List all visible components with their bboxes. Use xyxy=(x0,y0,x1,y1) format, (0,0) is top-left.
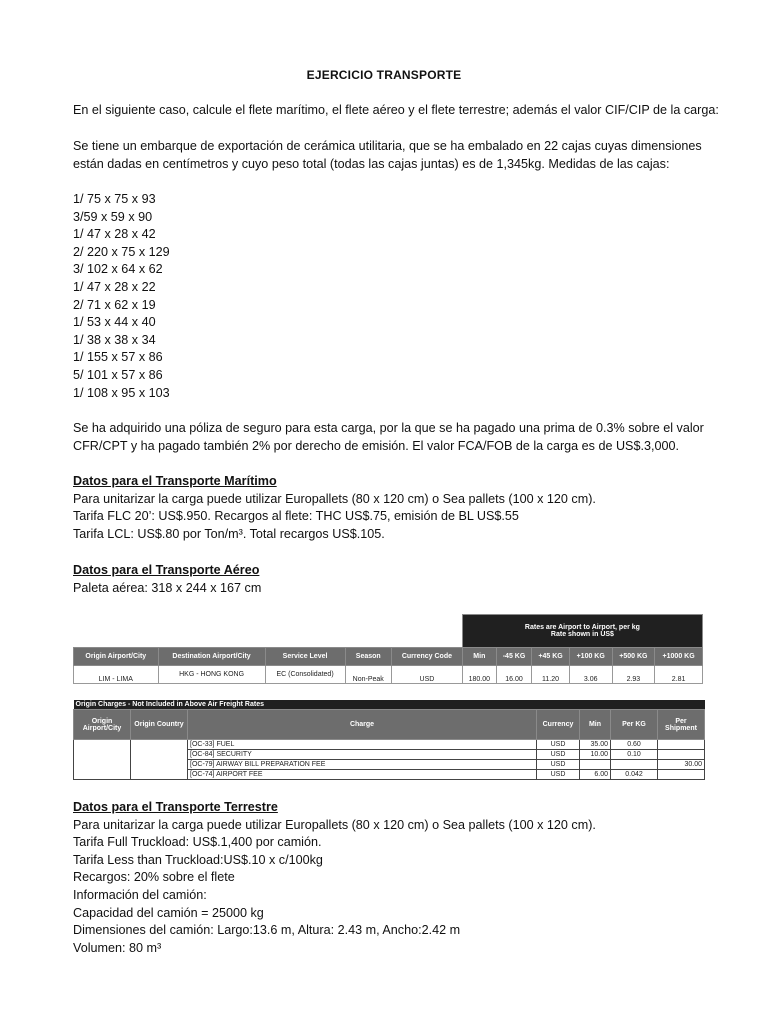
air-rates-table xyxy=(73,614,703,684)
land-line: Tarifa Less than Truckload:US$.10 x c/100kg xyxy=(73,852,323,867)
column-header: Origin Airport/City xyxy=(74,710,131,740)
box-dimension-item: 1/ 53 x 44 x 40 xyxy=(73,315,156,330)
table-cell: 3.06 xyxy=(569,666,612,684)
table-cell: 180.00 xyxy=(462,666,496,684)
maritime-line: Para unitarizar la carga puede utilizar Europallets (80 x 120 cm) o Sea pallets (100 x 120 cm). xyxy=(73,491,596,506)
air-rates-title-row xyxy=(74,615,703,648)
table-cell: LIM - LIMA xyxy=(74,666,159,684)
per-shipment-cell xyxy=(658,750,705,760)
box-dimension-item: 1/ 47 x 28 x 22 xyxy=(73,279,156,294)
column-header: Origin Country xyxy=(131,710,188,740)
column-header: Per KG xyxy=(611,710,658,740)
currency-cell: USD xyxy=(537,750,580,760)
box-dimension-item: 1/ 47 x 28 x 42 xyxy=(73,227,156,242)
charge-cell: [OC-84] SECURITY xyxy=(188,750,537,760)
currency-cell: USD xyxy=(537,760,580,770)
box-dimension-item: 1/ 38 x 38 x 34 xyxy=(73,332,156,347)
intro-paragraph xyxy=(73,102,733,120)
column-header: +45 KG xyxy=(532,648,570,666)
min-cell: 10.00 xyxy=(580,750,611,760)
land-heading: Datos para el Transporte Terrestre xyxy=(73,800,278,814)
case-paragraph xyxy=(73,138,733,173)
per-kg-cell: 0.60 xyxy=(611,740,658,750)
table-cell: 16.00 xyxy=(496,666,531,684)
charge-cell: [OC-33] FUEL xyxy=(188,740,537,750)
land-line: Para unitarizar la carga puede utilizar Europallets (80 x 120 cm) o Sea pallets (100 x 120 cm). xyxy=(73,817,596,832)
min-cell: 6.00 xyxy=(580,770,611,780)
column-header: Currency Code xyxy=(391,648,462,666)
origin-charges-caption-row xyxy=(74,700,705,710)
air-heading: Datos para el Transporte Aéreo xyxy=(73,563,260,577)
land-section xyxy=(73,799,733,957)
table-cell: 2.93 xyxy=(612,666,655,684)
currency-cell: USD xyxy=(537,770,580,780)
per-kg-cell: 0.042 xyxy=(611,770,658,780)
origin-charges-table xyxy=(73,700,705,780)
air-rates-title: Rates are Airport to Airport, per kg Rate shown in US$ xyxy=(462,615,702,648)
column-header: Per Shipment xyxy=(658,710,705,740)
land-line: Recargos: 20% sobre el flete xyxy=(73,870,235,885)
maritime-heading: Datos para el Transporte Marítimo xyxy=(73,474,277,488)
per-kg-cell: 0.10 xyxy=(611,750,658,760)
box-dimension-item: 3/59 x 59 x 90 xyxy=(73,209,153,224)
box-dimension-item: 1/ 75 x 75 x 93 xyxy=(73,192,156,206)
box-dimension-item: 2/ 220 x 75 x 129 xyxy=(73,244,170,259)
min-cell: 35.00 xyxy=(580,740,611,750)
per-kg-cell xyxy=(611,760,658,770)
per-shipment-cell xyxy=(658,740,705,750)
maritime-line: Tarifa LCL: US$.80 por Ton/m³. Total recargos US$.105. xyxy=(73,526,385,541)
box-dimension-item: 1/ 155 x 57 x 86 xyxy=(73,350,163,365)
land-line: Información del camión: xyxy=(73,887,207,902)
land-line: Volumen: 80 m³ xyxy=(73,940,162,955)
table-row xyxy=(74,666,703,684)
table-cell: Non-Peak xyxy=(345,666,391,684)
case-line: están dadas en centímetros y cuyo peso total (todas las cajas juntas) es de 1,345kg. Medidas de las cajas: xyxy=(73,156,670,171)
column-header: Destination Airport/City xyxy=(158,648,265,666)
column-header: -45 KG xyxy=(496,648,531,666)
column-header: Service Level xyxy=(265,648,345,666)
air-section xyxy=(73,562,733,597)
charge-cell: [OC-79] AIRWAY BILL PREPARATION FEE xyxy=(188,760,537,770)
land-line: Tarifa Full Truckload: US$.1,400 por camión. xyxy=(73,835,322,850)
box-dimension-item: 5/ 101 x 57 x 86 xyxy=(73,367,163,382)
document-title: EJERCICIO TRANSPORTE xyxy=(306,68,462,82)
insurance-paragraph xyxy=(73,420,733,455)
maritime-line: Tarifa FLC 20’: US$.950. Recargos al flete: THC US$.75, emisión de BL US$.55 xyxy=(73,509,519,524)
per-shipment-cell: 30.00 xyxy=(658,760,705,770)
land-line: Dimensiones del camión: Largo:13.6 m, Altura: 2.43 m, Ancho:2.42 m xyxy=(73,923,461,938)
column-header: Currency xyxy=(537,710,580,740)
table-row xyxy=(74,740,705,750)
column-header: Min xyxy=(462,648,496,666)
box-dimension-item: 3/ 102 x 64 x 62 xyxy=(73,262,163,277)
table-cell: HKG - HONG KONG xyxy=(158,666,265,684)
table-cell: USD xyxy=(391,666,462,684)
air-pallet-size: Paleta aérea: 318 x 244 x 167 cm xyxy=(73,580,262,595)
column-header: Min xyxy=(580,710,611,740)
per-shipment-cell xyxy=(658,770,705,780)
column-header: +1000 KG xyxy=(655,648,703,666)
column-header: +100 KG xyxy=(569,648,612,666)
origin-charges-header-row xyxy=(74,710,705,740)
box-dimension-item: 2/ 71 x 62 x 19 xyxy=(73,297,156,312)
land-line: Capacidad del camión = 25000 kg xyxy=(73,905,264,920)
box-dimension-item: 1/ 108 x 95 x 103 xyxy=(73,385,170,400)
currency-cell: USD xyxy=(537,740,580,750)
column-header: Season xyxy=(345,648,391,666)
origin-charges-caption: Origin Charges - Not Included in Above Air Freight Rates xyxy=(74,700,705,710)
maritime-section xyxy=(73,473,733,543)
column-header: Origin Airport/City xyxy=(74,648,159,666)
min-cell xyxy=(580,760,611,770)
charge-cell: [OC-74] AIRPORT FEE xyxy=(188,770,537,780)
table-cell: 11.20 xyxy=(532,666,570,684)
table-cell: EC (Consolidated) xyxy=(265,666,345,684)
column-header: Charge xyxy=(188,710,537,740)
case-line: Se tiene un embarque de exportación de cerámica utilitaria, que se ha embalado en 22 cajas cuyas dimensiones xyxy=(73,139,702,153)
insurance-line: Se ha adquirido una póliza de seguro para esta carga, por la que se ha pagado una prima de 0.3% sobre el valor xyxy=(73,421,704,435)
intro-text: En el siguiente caso, calcule el flete marítimo, el flete aéreo y el flete terrestre; además el valor CIF/CIP de la carga: xyxy=(73,103,719,117)
table-cell: 2.81 xyxy=(655,666,703,684)
insurance-line: CFR/CPT y ha pagado también 2% por derecho de emisión. El valor FCA/FOB de la carga es de US$.3,000. xyxy=(73,438,679,453)
air-rates-header-row xyxy=(74,648,703,666)
column-header: +500 KG xyxy=(612,648,655,666)
box-dimensions-list xyxy=(73,191,733,402)
